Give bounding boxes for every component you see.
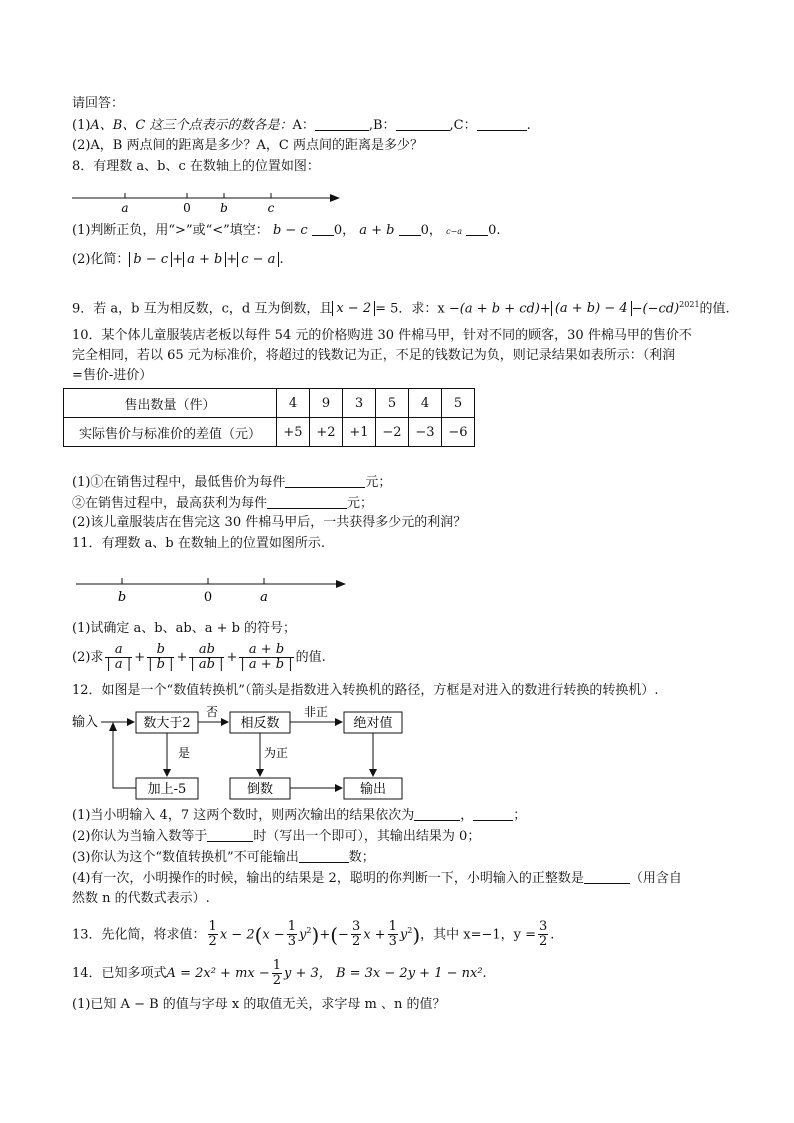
box1-label: 数大于2 [143,716,191,731]
fraction: $\frac{1}{2}$ [272,958,282,988]
fraction: $\frac{a + b}{| a + b |}$ [240,642,293,672]
table-cell: −2 [376,418,409,447]
label-b: b [220,201,228,214]
fraction: $\frac{1}{3}$ [388,919,397,950]
label-no: 否 [205,705,219,719]
q7-part1: (1)A、B、C 这三个点表示的数各是：A： ,B： ,C： . [72,118,531,133]
table-cell: 9 [310,389,343,418]
label-a: a [260,590,268,604]
blank-lowest-price[interactable] [285,473,365,488]
q10-line2: 完全相同，若以 65 元为标准价，将超过的钱数记为正，不足的钱数记为负，则记录结果如表所示：（利润 [72,348,676,363]
q14: 14．已知多项式A = 2x² + mx − $\frac{1}{2}$ y + 3， B = 3x − 2y + 1 − nx². [72,958,487,988]
table-cell: 5 [442,389,475,418]
q12-part4-line2: 然数 n 的代数式表示）. [72,891,210,906]
table-cell: −3 [409,418,442,447]
q12-title: 12．如图是一个“数值转换机”（箭头是指数进入转换机的路径，方框是对进入的数进行转换的转换机）. [72,683,659,698]
blank-output-1[interactable] [414,806,460,821]
blank-highest-profit[interactable] [267,494,347,509]
table-cell: 4 [409,389,442,418]
q12-part4: (4)有一次，小明操作的时候，输出的结果是 2，聪明的你判断一下，小明输入的正整数是 （用含自 [72,871,682,886]
blank-impossible[interactable] [299,848,349,863]
table-cell: −6 [442,418,475,447]
label-c: c [267,201,275,214]
q10-line1: 10．某个体儿童服装店老板以每件 54 元的价格购进 30 件棉马甲，针对不同的顾客，30 件棉马甲的售价不 [72,328,692,343]
axis-arrow [336,580,346,588]
q10-part2: (2)该儿童服装店在售完这 30 件棉马甲后，一共获得多少元的利润？ [72,515,467,530]
conversion-machine-flowchart [70,702,430,804]
q8-number-line [70,184,350,214]
box4-label: 加上-5 [147,782,187,797]
table-cell: +1 [343,418,376,447]
sales-table [63,388,475,447]
box2-label: 相反数 [240,716,280,731]
row-header-diff: 实际售价与标准价的差值（元） [64,418,277,447]
label-0: 0 [203,590,213,604]
label-a: a [121,201,129,214]
q8-part1: (1)判断正负，用“>”或“<”填空： b − c 0， a + b 0， c−a 0. [72,223,501,238]
q8-part2: (2)化简： b − c + a + b + c − a . [72,252,284,267]
q12-part3: (3)你认为这个“数值转换机”不可能输出 数； [72,850,375,865]
blank-3[interactable] [466,221,488,236]
loop-arrow [109,722,117,731]
table-cell: 3 [343,389,376,418]
blank-1[interactable] [312,221,334,236]
table-cell: +2 [310,418,343,447]
q10-line3: =售价-进价） [72,368,153,383]
blank-positive-integer[interactable] [584,869,630,884]
table-row [64,418,475,447]
blank-input-zero[interactable] [207,827,253,842]
box3-label: 绝对值 [353,716,393,731]
table-cell: 5 [376,389,409,418]
blank-output-2[interactable] [473,806,513,821]
table-cell: 4 [277,389,310,418]
label-not-positive: 非正 [303,705,329,719]
fraction: $\frac{1}{2}$ [208,919,217,950]
q9: 9．若 a，b 互为相反数，c，d 互为倒数，且 x − 2 = 5．求：$x -(a + b + cd)+ (a + b) - 4 -(-cd)^{2021}$的值. [72,300,730,317]
please-answer: 请回答： [72,96,125,111]
label-0: 0 [183,201,191,214]
q8-title: 8．有理数 a、b、c 在数轴上的位置如图： [72,159,320,174]
q12-part2: (2)你认为当输入数等于 时（写出一个即可），其输出结果为 0； [72,829,481,844]
table-row [64,389,475,418]
flow-input-label: 输入 [72,715,99,730]
label-yes: 是 [178,746,191,760]
q7-part2: (2)A，B 两点间的距离是多少？A，C 两点间的距离是多少？ [72,138,423,153]
q12-part1: (1)当小明输入 4，7 这两个数时，则两次输出的结果依次为 ， ； [72,808,527,823]
q11-part2: (2)求 $\frac{a}{| a |}$ + $\frac{b}{| b |}$ + $\frac{ab}{| ab |}$ + $\frac{a + b}{| a + b |}$ 的值. [72,642,326,672]
q11-title: 11．有理数 a、b 在数轴上的位置如图所示. [72,536,326,551]
fraction: $\frac{1}{3}$ [287,919,297,950]
loop-line [113,724,136,788]
fraction: $\frac{b}{| b |}$ [148,642,174,672]
box6-label: 输出 [359,782,387,797]
q10-part1b: ②在销售过程中，最高获利为每件 元； [72,496,374,511]
answer-blank-b[interactable] [396,116,450,131]
q10-part1a: (1)①在销售过程中，最低售价为每件 元； [72,475,392,490]
q11-number-line [74,570,354,604]
table-cell: +5 [277,418,310,447]
fraction: $\frac{a}{| a |}$ [106,642,132,672]
axis-arrow [330,194,340,202]
label-is-positive: 为正 [264,746,289,760]
q14-part1: (1)已知 A − B 的值与字母 x 的取值无关，求字母 m 、n 的值？ [72,997,446,1012]
blank-2[interactable] [399,221,421,236]
fraction: $\frac{3}{2}$ [351,919,361,950]
q13: 13．先化简，将求值： $\frac{1}{2}$ x − 2(x − $\frac{1}{3}$ $y^2)+(-$ $\frac{3}{2}$ x + $\frac{1}{3}$ $y^2$)，其中 x=−1，y = $\frac{3}{2}$ . [72,919,555,950]
answer-blank-a[interactable] [315,116,369,131]
answer-blank-c[interactable] [477,116,527,131]
row-header-quantity: 售出数量（件） [64,389,277,418]
q11-part1: (1)试确定 a、b、ab、a + b 的符号； [72,621,297,636]
fraction: $\frac{ab}{| ab |}$ [190,642,224,672]
fraction: $\frac{3}{2}$ [539,919,548,950]
box5-label: 倒数 [246,782,274,797]
label-b: b [117,590,127,604]
